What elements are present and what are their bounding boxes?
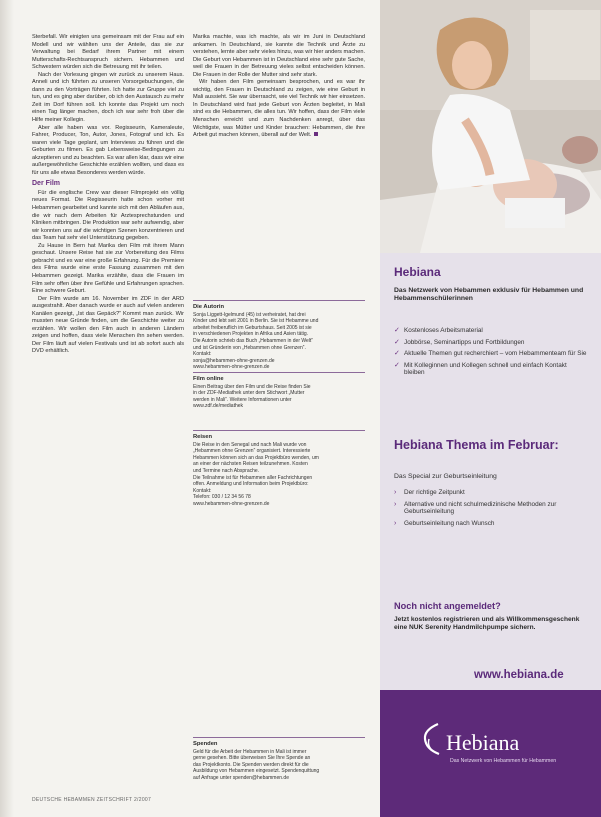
paragraph: Der Film wurde am 16. November im ZDF in der ARD ausgestrahlt. Aber danach wurde er auch auf vielen anderen Kanälen gezeigt, „Ist das Gepäck?“ Kommt man zurück. Wir mussten neue Gründe finden, um die Geschichte weiter zu erzählen. Wir wollen den Film auch in anderen Ländern zeigen und hoffen, dass viele Menschen ihn sehen werden. Der Film läuft auf vielen Festivals und ist ab sofort auch als DVD erhältlich. [32, 295, 184, 355]
ad-subtitle: Das Netzwerk von Hebammen exklusiv für Hebammen und Hebammenschülerinnen [394, 287, 584, 303]
paragraph: Zu Hause in Bern hat Marika den Film mit ihrem Mann geschaut. Unsere Reise hat sie zur Vorbereitung des Films gebracht und es war eine große Erfahrung. Für die Premiere des Films wurde eine erste Fassung zusammen mit den Hebammen gezeigt. Marika erzählte, dass die Frauen im Film sehr offen über ihre Gefühle und Erfahrungen sprachen. Eine schwere Geburt. [32, 242, 184, 295]
info-heading: Reisen [193, 434, 213, 440]
hebiana-logo: Hebiana [446, 730, 520, 755]
paragraph: Marika machte, was ich machte, als wir im Juni in Deutschland ankamen. In Deutschland, sie kannte die Technik und Ärzte zu verstehen, lernte aber sehr vieles hinzu, was wir hier anders machen. Die Geburt von Hebammen ist in Deutschland eine sehr gute Sache, weil die Frauen in der Betreuung vieles selbst entscheiden können. Die Frauen in der Rolle der Mutter sind sehr stark. [193, 34, 365, 78]
ad-feature-list [394, 327, 589, 381]
end-of-article-mark [314, 132, 318, 136]
check-icon: ✓ [394, 338, 400, 346]
list-item: ✓ Aktuelle Themen gut recherchiert – vom Hebammenteam für Sie [394, 350, 587, 358]
paragraph: Wir haben den Film gemeinsam besprochen, und es war ihr wichtig, den Frauen in Deutschland zu zeigen, wie eine Geburt in Mali aussieht. Sie war überrascht, wie viel Technik wir hier einsetzen. In Deutschland wird fast jede Geburt von Ärzten begleitet, in Mali sind es die Hebammen, die alles tun. Wir hoffen, dass der Film viele Menschen erreicht und zum Nachdenken anregt, über das Wichtigste, was Mütter und Kinder brauchen: Hebammen, die ihre Arbeit gut machen können, überall auf der Welt. [193, 79, 365, 139]
info-heading: Film online [193, 376, 224, 382]
ad-logo-band [380, 690, 601, 817]
arrow-icon: › [394, 519, 397, 527]
hebiana-logo-tagline: Das Netzwerk von Hebammen für Hebammen [450, 758, 557, 764]
list-item: › Geburtseinleitung nach Wunsch [394, 519, 495, 527]
page-footer: DEUTSCHE HEBAMMEN ZEITSCHRIFT 2/2007 [32, 797, 152, 803]
article-column-1 [32, 34, 184, 789]
list-item: › Alternative und nicht schulmedizinische Methoden zur Geburtseinleitung [394, 500, 557, 516]
paragraph: Sterbefall. Wir einigten uns gemeinsam mit der Frau auf ein Modell und wir wählten uns der Anteile, das sie zur Verwaltung bei Bedarf ihrem Partner mit einem Mutterschafts-Rechtsanspruch sichern. Hebammen und Schwestern würden sich die Betreuung mit ihr teilen. [32, 34, 184, 71]
ad-photo-midwife-with-pregnant-woman [380, 0, 601, 253]
info-box-spenden: Spenden Geld für die Arbeit der Hebammen in Mali ist immer gerne gesehen. Bitte überweisen Sie Ihre Spende an das Projektkonto. Die Spenden werden direkt für die Ausbildung von Hebammen eingesetzt. Spendenquittung auf Anfrage unter spenden@hebammen.de [193, 737, 365, 782]
reisen-link[interactable]: www.hebammen-ohne-grenzen.de [193, 500, 270, 507]
arrow-icon: › [394, 500, 397, 508]
info-heading: Spenden [193, 741, 218, 747]
section-heading-film: Der Film [32, 180, 61, 188]
info-box-author: Die Autorin Sonja Liggett-Igelmund (45) ist verheiratet, hat drei Kinder und lebt seit 2001 in Berlin. Sie ist Hebamme und arbeitet freiberuflich im Geburtshaus. Seit 2005 ist sie in verschiedenen Projekten in Afrika und Asien tätig. Die Autorin schrieb das Buch „Hebammen in der Welt“ und ist Gründerin von „Hebammen ohne Grenzen“. Kontakt: sonja@hebammen-ohne-grenzen.de www.hebammen-ohne-grenzen.de [193, 300, 365, 371]
list-item: ✓ Mit Kolleginnen und Kollegen schnell und einfach Kontakt bleiben [394, 361, 567, 377]
list-item: ✓ Kostenloses Arbeitsmaterial [394, 327, 483, 334]
info-heading: Die Autorin [193, 304, 225, 310]
check-icon: ✓ [394, 361, 400, 369]
info-box-reisen: Reisen Die Reise in den Senegal und nach Mali wurde von „Hebammen ohne Grenzen“ organisiert. Interessierte Hebammen können sich an das Projektbüro wenden, um an einer der nächsten Reisen teilzunehmen. Kosten und Termine nach Absprache. Die Teilnahme ist für Hebammen aller Fachrichtungen offen. Anmeldung und Information beim Projektbüro: Kontakt: Telefon: 030 / 12 34 56 78 www.hebammen-ohne-grenzen.de [193, 430, 365, 508]
hebiana-logo-icon [422, 722, 448, 756]
paragraph: Für die englische Crew war dieser Filmprojekt ein völlig neues Format. Die Regisseurin hatte schon vorher mit Hebammen gearbeitet und kannte sich mit den Abläufen aus, die wir nach dem Arbeiten für Arztesprechstunden und Kliniken mitbringen. Die Produktion war sehr aufwendig, aber wir konnten uns auf die wichtigen Szenen konzentrieren und das Team hat sehr viel Unterstützung gegeben. [32, 189, 184, 242]
ad-thema-list [394, 489, 589, 531]
info-box-film-online: Film online Einen Beitrag über den Film und die Reise finden Sie in der ZDF-Mediathek unter dem Stichwort „Mutter werden in Mali“. Weitere Informationen unter www.zdf.de/mediathek [193, 372, 365, 410]
paragraph: Nach der Vorlesung gingen wir zurück zu unserem Haus. Anneli und ich führten zu unseren Vorsorgebuchungen, die dann zu den Vorträgen führten. Ich hatte zur Gruppe viel zu tun, und es ging aber darüber, ob ich den Austausch zu mehr Zeit im Dorf führen soll. Ich konnte das Projekt um noch einen Tag länger machen, doch ich war sehr froh über die Hilfe meiner Kollegin. [32, 71, 184, 124]
ad-thema-subtitle: Das Special zur Geburtseinleitung [394, 473, 497, 480]
page-binding-shadow [0, 0, 14, 817]
hebiana-advertisement[interactable] [380, 0, 601, 817]
arrow-icon: › [394, 489, 397, 496]
ad-thema-title: Hebiana Thema im Februar: [394, 438, 559, 452]
list-item: ✓ Jobbörse, Seminartipps und Fortbildungen [394, 338, 525, 346]
author-email-link[interactable]: sonja@hebammen-ohne-grenzen.de [193, 357, 275, 364]
ad-cta-body: Jetzt kostenlos registrieren und als Willkommensgeschenk eine NUK Serenity Handmilchpumpe sichern. [394, 616, 580, 632]
list-item: › Der richtige Zeitpunkt [394, 489, 465, 496]
check-icon: ✓ [394, 350, 400, 358]
author-website-link[interactable]: www.hebammen-ohne-grenzen.de [193, 364, 270, 371]
article-column-2 [193, 34, 365, 294]
ad-cta-heading: Noch nicht angemeldet? [394, 601, 501, 611]
check-icon: ✓ [394, 327, 400, 334]
ad-brand-heading: Hebiana [394, 265, 441, 279]
film-link[interactable]: www.zdf.de/mediathek [193, 403, 244, 410]
ad-website-link[interactable]: www.hebiana.de [474, 669, 564, 681]
paragraph: Aber alle haben was vor. Regisseurin, Kameraleute, Fahrer, Producer, Ton, Autor, Jones, Fotograf und ich. Es waren viele Tage geplant, um Interviews zu führen und die Geburten zu filmen. Es gab Lebensweise-Bedingungen zu akzeptieren und zu beachten. Es war allen klar, dass wir eine außergewöhnliche Geschichte erzählen wollten, und dass es für uns alle etwas Besonderes werden würde. [32, 124, 184, 176]
